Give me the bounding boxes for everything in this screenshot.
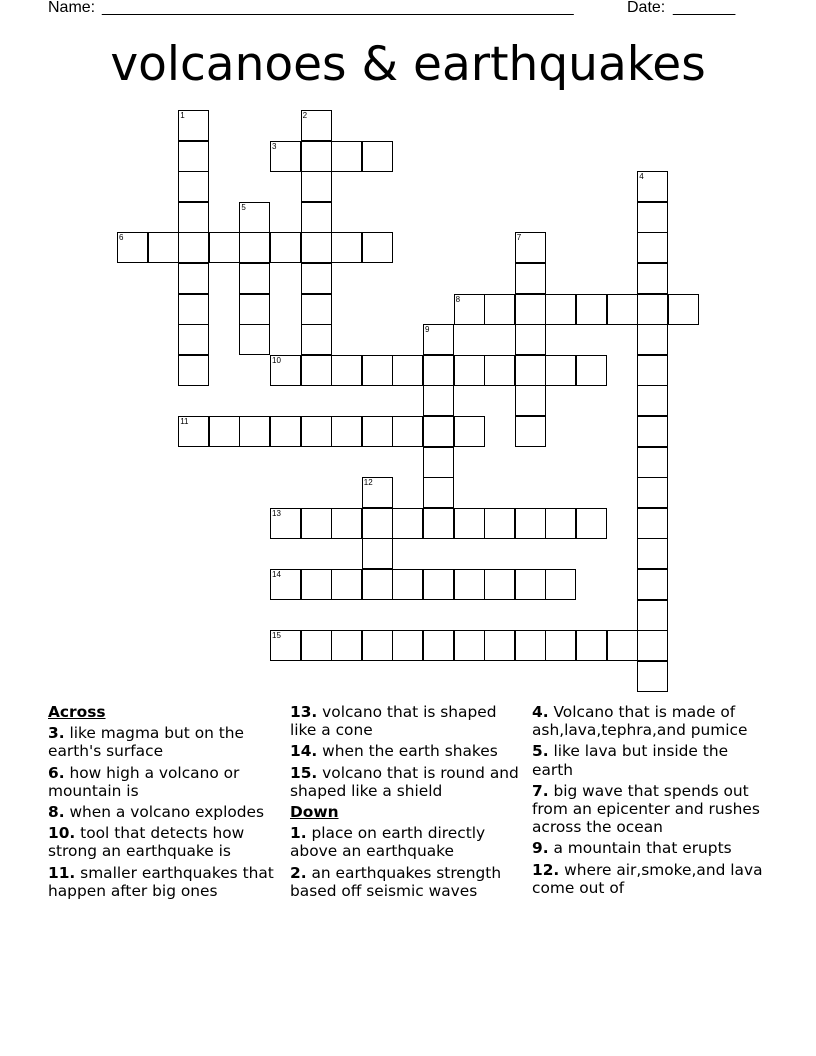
grid-cell[interactable] bbox=[178, 416, 209, 447]
grid-cell[interactable] bbox=[178, 110, 209, 141]
grid-cell[interactable] bbox=[423, 416, 454, 447]
grid-cell[interactable] bbox=[301, 171, 332, 202]
grid-cell[interactable] bbox=[178, 171, 209, 202]
grid-cell[interactable] bbox=[637, 447, 668, 478]
grid-cell[interactable] bbox=[209, 232, 240, 263]
cell-number: 13 bbox=[272, 508, 281, 518]
grid-cell[interactable] bbox=[515, 324, 546, 355]
grid-cell[interactable] bbox=[515, 630, 546, 661]
grid-cell[interactable] bbox=[423, 447, 454, 478]
grid-cell[interactable] bbox=[362, 141, 393, 172]
grid-cell[interactable] bbox=[331, 416, 362, 447]
grid-cell[interactable] bbox=[637, 538, 668, 569]
clue-across-11: 11. smaller earthquakes that happen after big ones bbox=[48, 863, 274, 900]
cell-number: 6 bbox=[119, 233, 124, 243]
grid-cell[interactable] bbox=[454, 416, 485, 447]
name-label: Name: bbox=[48, 0, 96, 16]
grid-cell[interactable] bbox=[270, 355, 301, 386]
cell-number: 12 bbox=[363, 478, 373, 488]
grid-cell[interactable] bbox=[301, 232, 332, 263]
grid-cell[interactable] bbox=[239, 263, 270, 294]
grid-cell[interactable] bbox=[423, 477, 454, 508]
grid-cell[interactable] bbox=[454, 508, 485, 539]
grid-cell[interactable] bbox=[576, 508, 607, 539]
grid-cell[interactable] bbox=[637, 171, 668, 202]
grid-cell[interactable] bbox=[392, 569, 423, 600]
grid-cell[interactable] bbox=[362, 569, 393, 600]
clue-column-3 bbox=[532, 703, 772, 900]
grid-cell[interactable] bbox=[515, 508, 546, 539]
grid-cell[interactable] bbox=[637, 263, 668, 294]
grid-cell[interactable] bbox=[637, 294, 668, 325]
grid-cell[interactable] bbox=[515, 355, 546, 386]
clue-across-3: 3. like magma but on the earth's surface bbox=[48, 724, 245, 761]
grid-cell[interactable] bbox=[637, 630, 668, 661]
grid-cell[interactable] bbox=[454, 630, 485, 661]
grid-cell[interactable] bbox=[545, 630, 576, 661]
clue-down-2: 2. an earthquakes strength based off seismic waves bbox=[290, 863, 502, 900]
grid-cell[interactable] bbox=[331, 355, 362, 386]
grid-cell[interactable] bbox=[301, 416, 332, 447]
grid-cell[interactable] bbox=[301, 630, 332, 661]
grid-cell[interactable] bbox=[423, 630, 454, 661]
cell-number: 8 bbox=[455, 294, 461, 304]
cell-number: 15 bbox=[272, 631, 281, 641]
grid-cell[interactable] bbox=[545, 508, 576, 539]
grid-cell[interactable] bbox=[270, 630, 301, 661]
grid-cell[interactable] bbox=[392, 416, 423, 447]
clue-column-2 bbox=[290, 703, 522, 903]
grid-cell[interactable] bbox=[331, 630, 362, 661]
grid-cell[interactable] bbox=[637, 416, 668, 447]
grid-cell[interactable] bbox=[362, 355, 393, 386]
clue-column-1 bbox=[48, 703, 280, 903]
cell-number: 5 bbox=[241, 202, 246, 212]
grid-cell[interactable] bbox=[423, 385, 454, 416]
grid-cell[interactable] bbox=[362, 508, 393, 539]
grid-cell[interactable] bbox=[301, 355, 332, 386]
grid-cell[interactable] bbox=[515, 232, 546, 263]
grid-cell[interactable] bbox=[301, 263, 332, 294]
grid-cell[interactable] bbox=[484, 630, 515, 661]
grid-cell[interactable] bbox=[545, 294, 576, 325]
grid-cell[interactable] bbox=[454, 355, 485, 386]
grid-cell[interactable] bbox=[362, 232, 393, 263]
grid-cell[interactable] bbox=[545, 569, 576, 600]
grid-cell[interactable] bbox=[515, 385, 546, 416]
grid-cell[interactable] bbox=[576, 355, 607, 386]
down-heading: Down bbox=[290, 803, 339, 822]
cell-number: 10 bbox=[272, 355, 281, 365]
grid-cell[interactable] bbox=[301, 110, 332, 141]
clue-down-1: 1. place on earth directly above an earthquake bbox=[290, 824, 486, 861]
grid-cell[interactable] bbox=[637, 661, 668, 692]
grid-cell[interactable] bbox=[301, 294, 332, 325]
grid-cell[interactable] bbox=[392, 630, 423, 661]
grid-cell[interactable] bbox=[637, 232, 668, 263]
cell-number: 11 bbox=[180, 417, 189, 426]
grid-cell[interactable] bbox=[362, 538, 393, 569]
grid-cell[interactable] bbox=[637, 355, 668, 386]
grid-cell[interactable] bbox=[607, 294, 638, 325]
grid-cell[interactable] bbox=[484, 508, 515, 539]
clue-down-5: 5. like lava but inside the earth bbox=[532, 742, 729, 779]
grid-cell[interactable] bbox=[239, 324, 270, 355]
grid-cell[interactable] bbox=[668, 294, 699, 325]
clue-across-15: 15. volcano that is round and shaped like a shield bbox=[290, 763, 519, 800]
cell-number: 14 bbox=[272, 570, 281, 579]
clue-across-10: 10. tool that detects how strong an earthquake is bbox=[48, 824, 245, 861]
grid-cell[interactable] bbox=[270, 416, 301, 447]
grid-cell[interactable] bbox=[484, 355, 515, 386]
grid-cell[interactable] bbox=[576, 294, 607, 325]
grid-cell[interactable] bbox=[637, 385, 668, 416]
grid-cell[interactable] bbox=[301, 508, 332, 539]
grid-cell[interactable] bbox=[331, 508, 362, 539]
grid-cell[interactable] bbox=[178, 232, 209, 263]
grid-cell[interactable] bbox=[239, 294, 270, 325]
clue-down-7: 7. big wave that spends out from an epicenter and rushes across the ocean bbox=[532, 781, 760, 837]
grid-cell[interactable] bbox=[515, 569, 546, 600]
grid-cell[interactable] bbox=[270, 569, 301, 600]
cell-number: 9 bbox=[425, 325, 430, 335]
grid-cell[interactable] bbox=[148, 232, 179, 263]
grid-cell[interactable] bbox=[239, 232, 270, 263]
grid-cell[interactable] bbox=[423, 355, 454, 386]
grid-cell[interactable] bbox=[607, 630, 638, 661]
across-heading: Across bbox=[48, 703, 106, 721]
grid-cell[interactable] bbox=[637, 600, 668, 631]
grid-cell[interactable] bbox=[270, 232, 301, 263]
grid-cell[interactable] bbox=[392, 355, 423, 386]
clue-down-4: 4. Volcano that is made of ash,lava,tephra,and pumice bbox=[532, 703, 748, 740]
grid-cell[interactable] bbox=[178, 294, 209, 325]
clue-across-13: 13. volcano that is shaped like a cone bbox=[290, 703, 497, 740]
grid-cell[interactable] bbox=[515, 416, 546, 447]
grid-cell[interactable] bbox=[362, 477, 393, 508]
clue-across-6: 6. how high a volcano or mountain is bbox=[48, 763, 240, 800]
grid-cell[interactable] bbox=[515, 263, 546, 294]
grid-cell[interactable] bbox=[423, 569, 454, 600]
grid-cell[interactable] bbox=[331, 232, 362, 263]
clue-down-9: 9. a mountain that erupts bbox=[532, 839, 732, 858]
grid-cell[interactable] bbox=[362, 630, 393, 661]
grid-cell[interactable] bbox=[239, 416, 270, 447]
grid-cell[interactable] bbox=[454, 294, 485, 325]
date-label: Date: bbox=[627, 0, 666, 16]
grid-cell[interactable] bbox=[454, 569, 485, 600]
grid-cell[interactable] bbox=[178, 355, 209, 386]
grid-cell[interactable] bbox=[484, 569, 515, 600]
grid-cell[interactable] bbox=[301, 202, 332, 233]
grid-cell[interactable] bbox=[239, 202, 270, 233]
clue-across-14: 14. when the earth shakes bbox=[290, 742, 498, 761]
grid-cell[interactable] bbox=[362, 416, 393, 447]
grid-cell[interactable] bbox=[637, 477, 668, 508]
grid-cell[interactable] bbox=[301, 569, 332, 600]
clue-down-12: 12. where air,smoke,and lava come out of bbox=[532, 860, 763, 897]
grid-cell[interactable] bbox=[301, 324, 332, 355]
grid-cell[interactable] bbox=[515, 294, 546, 325]
grid-cell[interactable] bbox=[178, 324, 209, 355]
grid-cell[interactable] bbox=[392, 508, 423, 539]
grid-cell[interactable] bbox=[270, 508, 301, 539]
grid-cell[interactable] bbox=[331, 569, 362, 600]
page-title: volcanoes & earthquakes bbox=[110, 37, 706, 92]
grid-cell[interactable] bbox=[637, 569, 668, 600]
grid-cell[interactable] bbox=[117, 232, 148, 263]
grid-cell[interactable] bbox=[178, 202, 209, 233]
grid-cell[interactable] bbox=[484, 294, 515, 325]
grid-cell[interactable] bbox=[301, 141, 332, 172]
date-line[interactable]: _______ bbox=[673, 0, 736, 16]
name-line[interactable]: _____________________________________________________ bbox=[102, 0, 574, 16]
grid-cell[interactable] bbox=[331, 141, 362, 172]
cell-number: 4 bbox=[639, 172, 644, 182]
grid-cell[interactable] bbox=[270, 141, 301, 172]
grid-cell[interactable] bbox=[178, 263, 209, 294]
grid-cell[interactable] bbox=[637, 202, 668, 233]
cell-number: 1 bbox=[180, 111, 185, 120]
cell-number: 7 bbox=[516, 233, 522, 243]
grid-cell[interactable] bbox=[423, 508, 454, 539]
grid-cell[interactable] bbox=[209, 416, 240, 447]
cell-number: 2 bbox=[302, 111, 308, 120]
grid-cell[interactable] bbox=[178, 141, 209, 172]
cell-number: 3 bbox=[272, 141, 277, 151]
grid-cell[interactable] bbox=[545, 355, 576, 386]
grid-cell[interactable] bbox=[637, 324, 668, 355]
grid-cell[interactable] bbox=[576, 630, 607, 661]
grid-cell[interactable] bbox=[423, 324, 454, 355]
clue-across-8: 8. when a volcano explodes bbox=[48, 803, 265, 822]
grid-cell[interactable] bbox=[637, 508, 668, 539]
